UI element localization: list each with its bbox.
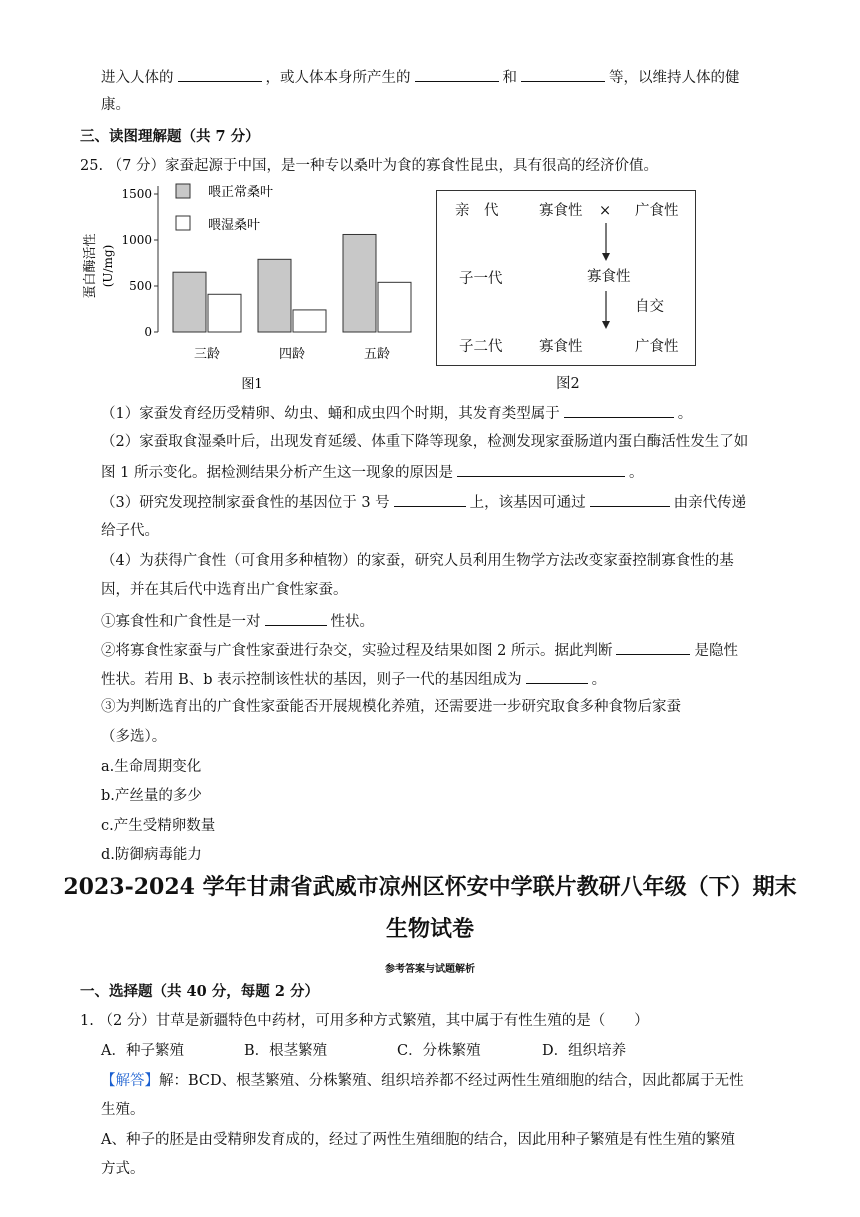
f2-label: 子二代 xyxy=(459,339,503,355)
answer-q1-option-a: A．种子繁殖 xyxy=(101,1043,184,1059)
subq-1 xyxy=(101,402,692,424)
subq-2-line-1: （2）家蚕取食湿桑叶后，出现发育延缓、体重下降等现象，检测发现家蚕肠道内蛋白酶活性发生了如 xyxy=(101,434,749,450)
y-tick-label: 1000 xyxy=(121,233,152,247)
y-axis-label: 蛋白酶活性 xyxy=(83,233,98,299)
y-tick-label: 0 xyxy=(144,325,152,339)
subq-4-item-2-line-2 xyxy=(101,668,606,690)
answer-blank[interactable] xyxy=(564,402,674,418)
legend-normal-label: 喂正常桑叶 xyxy=(208,185,274,200)
text: 等，以维持人体的健 xyxy=(609,70,740,86)
cross-symbol: × xyxy=(599,203,612,219)
text: ①寡食性和广食性是一对 xyxy=(101,614,261,630)
legend-wet-label: 喂湿桑叶 xyxy=(208,218,261,233)
y-tick-label: 1500 xyxy=(121,187,152,201)
parents-label: 亲 代 xyxy=(455,203,499,219)
text: 。 xyxy=(628,465,644,481)
f2-phenotype-b: 广食性 xyxy=(635,339,679,355)
text: 性状。若用 B、b 表示控制该性状的基因，则子一代的基因组成为 xyxy=(101,672,522,688)
answer-blank[interactable] xyxy=(394,491,466,507)
answer-q1-option-b: B．根茎繁殖 xyxy=(244,1043,328,1059)
answer-section-heading: 一、选择题（共 40 分，每题 2 分） xyxy=(80,983,319,1000)
selfing-label: 自交 xyxy=(635,299,664,315)
subq-4-line-2: 因，并在其后代中选育出广食性家蚕。 xyxy=(101,582,348,598)
text: 和 xyxy=(502,70,517,86)
text: （1）家蚕发育经历受精卵、幼虫、蛹和成虫四个时期，其发育类型属于 xyxy=(101,406,560,422)
answer-title-line-1: 2023-2024 学年甘肃省武威市凉州区怀安中学联片教研八年级（下）期末 xyxy=(63,874,797,900)
y-axis-unit: (U/mg) xyxy=(101,244,115,288)
answer-q1-explanation-line-4: 方式。 xyxy=(101,1161,145,1177)
prev-line-2: 康。 xyxy=(101,97,130,113)
legend-normal-swatch xyxy=(176,184,190,198)
f1-label: 子一代 xyxy=(459,271,503,287)
text: （3）研究发现控制家蚕食性的基因位于 3 号 xyxy=(101,495,390,511)
answer-q1-explanation-line-1 xyxy=(101,1071,744,1091)
figure-1-chart xyxy=(80,178,420,396)
option-a: a.生命周期变化 xyxy=(101,759,202,775)
answer-blank[interactable] xyxy=(415,66,499,82)
f2-phenotype-a: 寡食性 xyxy=(539,339,583,355)
text: ，或人体本身所产生的 xyxy=(265,70,411,86)
subq-4-item-1 xyxy=(101,610,374,632)
subq-4-item-3-line-1: ③为判断选育出的广食性家蚕能否开展规模化养殖，还需要进一步研究取食多种食物后家蚕 xyxy=(101,699,681,715)
arrow-icon xyxy=(601,223,611,263)
text: 上，该基因可通过 xyxy=(469,495,586,511)
subq-4-item-2-line-1 xyxy=(101,639,738,661)
answer-q1-option-c: C．分株繁殖 xyxy=(397,1043,481,1059)
question-stem: 25. （7 分）家蚕起源于中国，是一种专以桑叶为食的寡食性昆虫，具有很高的经济价值。 xyxy=(80,158,658,174)
option-d: d.防御病毒能力 xyxy=(101,847,202,863)
bar-normal-1 xyxy=(173,272,206,332)
answer-blank[interactable] xyxy=(265,610,327,626)
answer-q1-option-d: D．组织培养 xyxy=(542,1043,627,1059)
x-category-label: 四龄 xyxy=(278,347,306,362)
answer-blank[interactable] xyxy=(590,491,670,507)
subq-4-line-1: （4）为获得广食性（可食用多种植物）的家蚕，研究人员利用生物学方法改变家蚕控制寡食性的基 xyxy=(101,553,734,569)
subq-3-line-1 xyxy=(101,491,746,513)
text: 性状。 xyxy=(330,614,374,630)
text: 。 xyxy=(591,672,607,688)
subq-3-line-2: 给子代。 xyxy=(101,523,159,539)
answer-blank[interactable] xyxy=(526,668,588,684)
x-category-label: 五龄 xyxy=(363,347,391,362)
bar-normal-2 xyxy=(258,259,291,332)
bar-wet-1 xyxy=(208,294,241,332)
x-category-label: 三龄 xyxy=(193,347,221,362)
legend-wet-swatch xyxy=(176,216,190,230)
text: 进入人体的 xyxy=(101,70,174,86)
arrow-icon xyxy=(601,291,611,331)
answer-blank[interactable] xyxy=(616,639,690,655)
bar-wet-2 xyxy=(293,310,326,332)
bar-normal-3 xyxy=(343,234,376,332)
answer-q1-explanation-line-3: A、种子的胚是由受精卵发育成的，经过了两性生殖细胞的结合，因此用种子繁殖是有性生殖的繁殖 xyxy=(101,1132,735,1148)
figure-1-caption: 图1 xyxy=(241,377,263,392)
answer-subtitle: 参考答案与试题解析 xyxy=(385,964,475,975)
text: 是隐性 xyxy=(694,643,738,659)
answer-blank[interactable] xyxy=(178,66,262,82)
text: 解：BCD、根茎繁殖、分株繁殖、组织培养都不经过两性生殖细胞的结合，因此都属于无性 xyxy=(159,1073,744,1089)
subq-4-item-3-line-2: （多选）。 xyxy=(101,729,167,745)
y-tick-label: 500 xyxy=(129,279,152,293)
answer-blank[interactable] xyxy=(521,66,605,82)
text: 图 1 所示变化。据检测结果分析产生这一现象的原因是 xyxy=(101,465,453,481)
section-heading: 三、读图理解题（共 7 分） xyxy=(80,128,260,145)
option-b: b.产丝量的多少 xyxy=(101,788,202,804)
parent-b: 广食性 xyxy=(635,203,679,219)
figure-2-caption: 图2 xyxy=(556,376,580,392)
text: ②将寡食性家蚕与广食性家蚕进行杂交，实验过程及结果如图 2 所示。据此判断 xyxy=(101,643,613,659)
answer-title-line-2: 生物试卷 xyxy=(385,916,474,942)
parent-a: 寡食性 xyxy=(539,203,583,219)
figure-2-diagram xyxy=(436,190,696,366)
answer-q1-explanation-line-2: 生殖。 xyxy=(101,1102,145,1118)
text: 由亲代传递 xyxy=(673,495,747,511)
subq-2-line-2 xyxy=(101,461,643,483)
prev-line-1 xyxy=(101,66,740,88)
answer-blank[interactable] xyxy=(457,461,625,477)
option-c: c.产生受精卵数量 xyxy=(101,818,216,834)
bar-wet-3 xyxy=(378,282,411,332)
answer-q1-stem: 1. （2 分）甘草是新疆特色中药材，可用多种方式繁殖，其中属于有性生殖的是（ ） xyxy=(80,1013,649,1029)
solution-tag: 【解答】 xyxy=(101,1073,159,1089)
text: 。 xyxy=(677,406,693,422)
f1-phenotype: 寡食性 xyxy=(587,269,631,285)
